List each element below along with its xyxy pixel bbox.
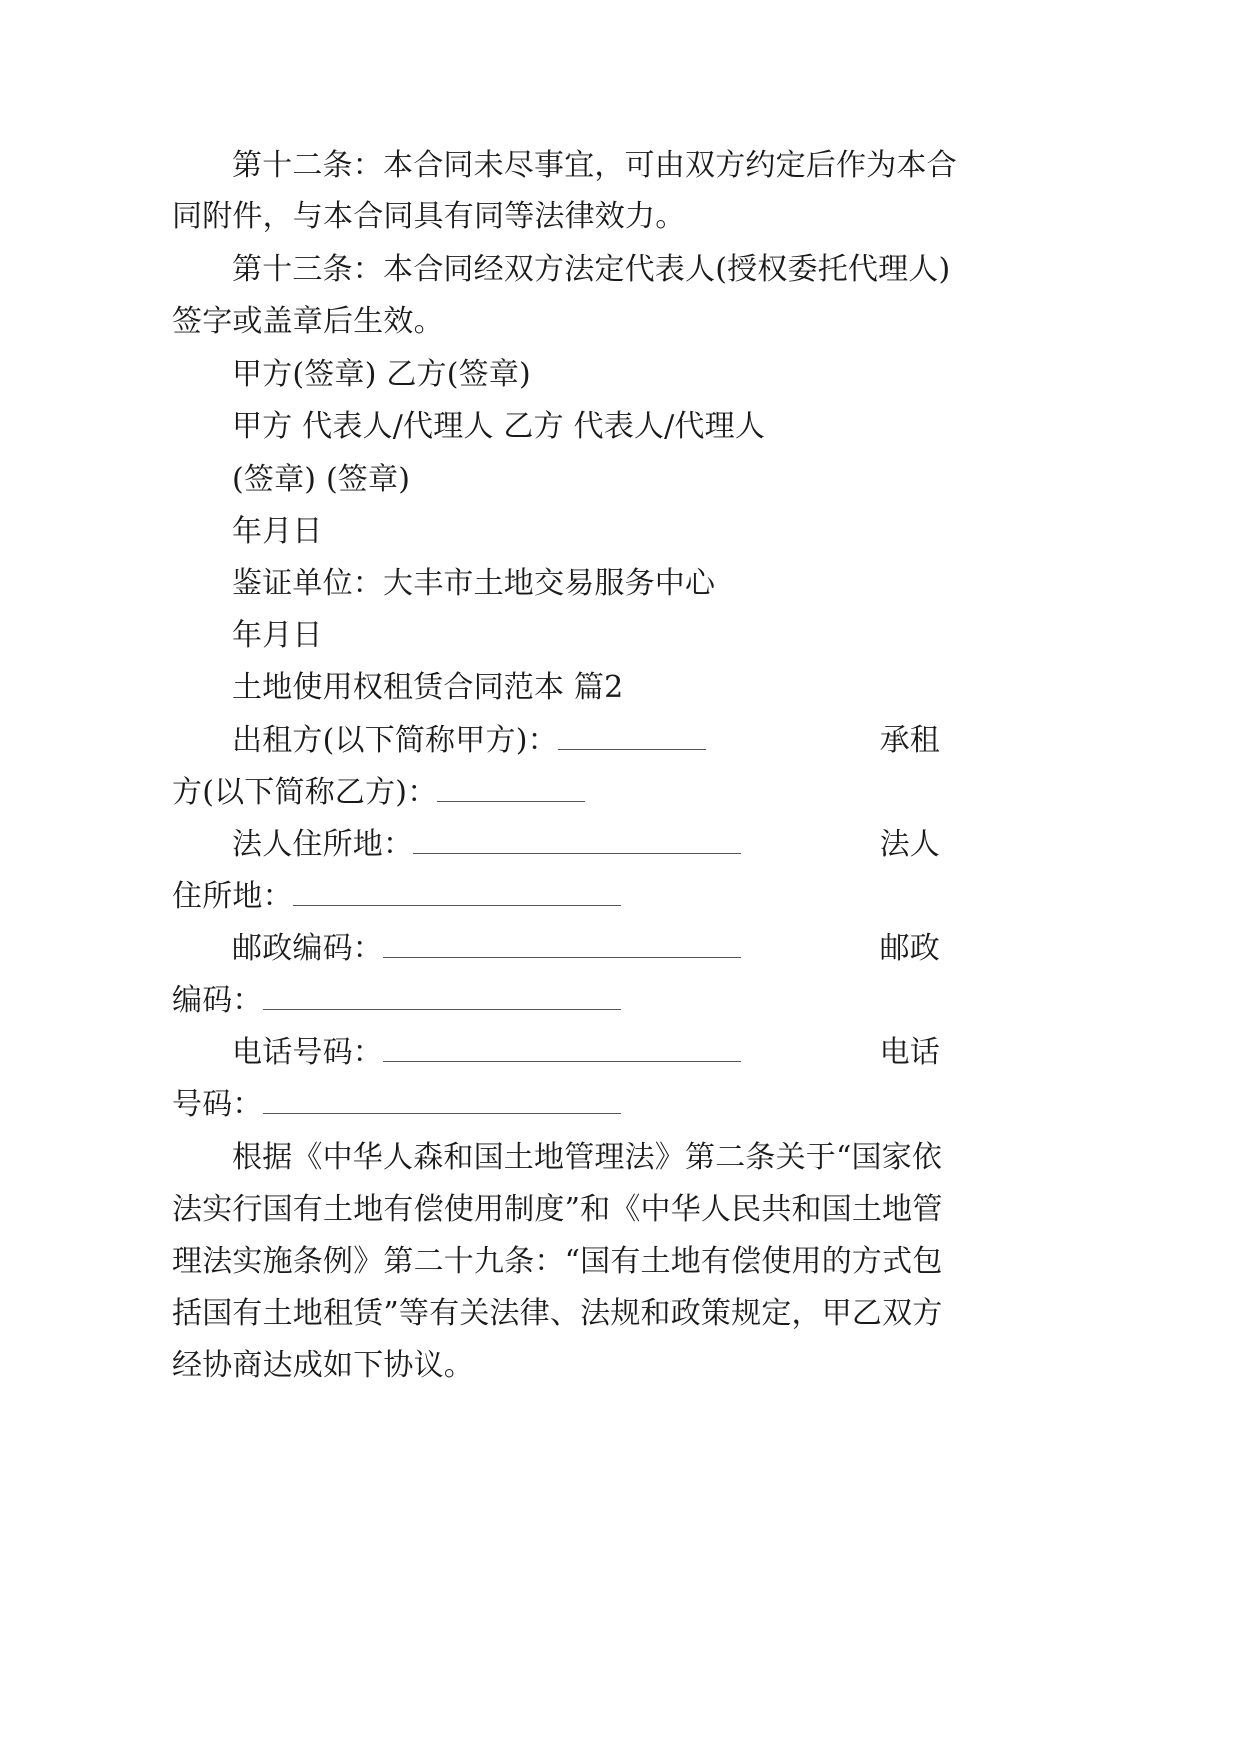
- preamble-line4: 括国有土地租赁”等有关法律、法规和政策规定，甲乙双方: [172, 1296, 943, 1331]
- preamble-line2: 法实行国有土地有偿使用制度”和《中华人民共和国土地管: [172, 1192, 943, 1227]
- lessee-label-a: 承租: [879, 723, 940, 758]
- signature-seal-line: (签章) (签章): [232, 462, 411, 497]
- section2-title: 土地使用权租赁合同范本 篇2: [232, 670, 624, 705]
- address-field-right: [172, 877, 621, 917]
- phone-label-left: 电话号码：: [232, 1035, 383, 1070]
- postcode-field-left: [232, 929, 741, 969]
- address-field-left: [232, 825, 741, 865]
- phone-label-right-a: 电话: [879, 1035, 940, 1070]
- article12-line1: 第十二条：本合同未尽事宜，可由双方约定后作为本合: [232, 148, 957, 183]
- postcode-field-right: [172, 981, 621, 1021]
- postcode-label-right: 编码：: [172, 983, 263, 1018]
- phone-field-left: [232, 1033, 741, 1073]
- phone-field-right: [172, 1085, 621, 1125]
- lessee-field: [172, 773, 585, 813]
- notary-unit: 鉴证单位：大丰市土地交易服务中心: [232, 566, 716, 601]
- lessee-blank: [437, 775, 585, 802]
- article13-line2: 签字或盖章后生效。: [172, 304, 444, 339]
- preamble-line3: 理法实施条例》第二十九条：“国有土地有偿使用的方式包: [172, 1244, 943, 1279]
- address-label-left: 法人住所地：: [232, 827, 414, 862]
- postcode-blank-left: [383, 931, 741, 958]
- lessor-blank: [558, 723, 706, 750]
- lessor-label: 出租方(以下简称甲方)：: [232, 723, 558, 758]
- postcode-label-left: 邮政编码：: [232, 931, 383, 966]
- postcode-blank-right: [263, 983, 621, 1010]
- address-label-right: 住所地：: [172, 879, 293, 914]
- signature-representative-line: 甲方 代表人/代理人 乙方 代表人/代理人: [232, 409, 766, 444]
- preamble-line5: 经协商达成如下协议。: [172, 1348, 474, 1383]
- article13-line1: 第十三条：本合同经双方法定代表人(授权委托代理人): [232, 252, 951, 287]
- phone-blank-left: [383, 1035, 741, 1062]
- preamble-line1: 根据《中华人森和国土地管理法》第二条关于“国家依: [232, 1140, 943, 1175]
- signature-date-2: 年月日: [232, 618, 323, 653]
- phone-label-right: 号码：: [172, 1087, 263, 1122]
- signature-date-1: 年月日: [232, 514, 323, 549]
- lessee-label: 方(以下简称乙方)：: [172, 775, 438, 810]
- phone-blank-right: [263, 1087, 621, 1114]
- address-blank-left: [413, 827, 741, 854]
- article12-line2: 同附件，与本合同具有同等法律效力。: [172, 199, 686, 234]
- postcode-label-right-a: 邮政: [879, 931, 940, 966]
- address-label-right-a: 法人: [879, 827, 940, 862]
- signature-party-line: 甲方(签章) 乙方(签章): [232, 357, 531, 392]
- lessor-field: [232, 721, 706, 761]
- address-blank-right: [293, 879, 621, 906]
